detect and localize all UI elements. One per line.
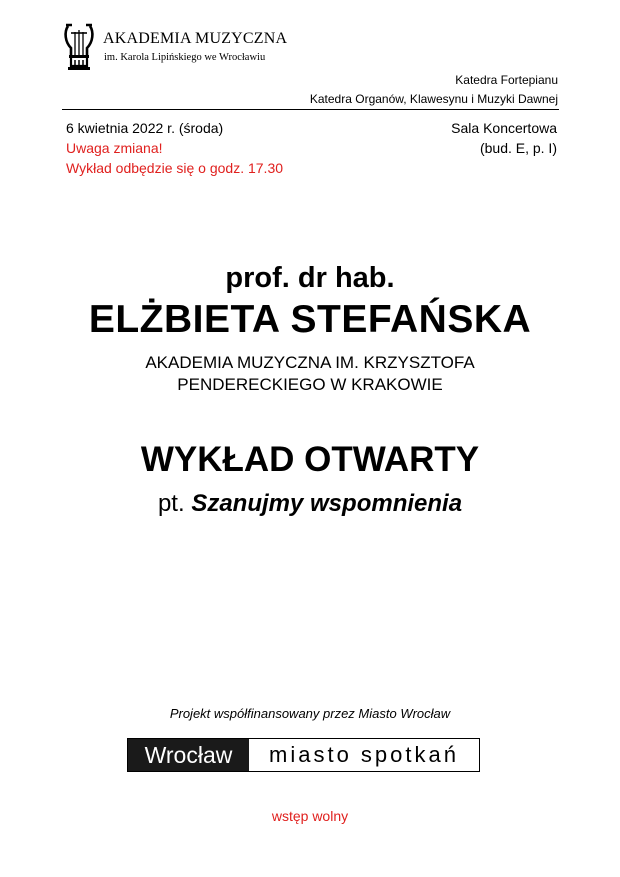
department-line-2: Katedra Organów, Klawesynu i Muzyki Dawnej: [309, 92, 558, 106]
institution-name: AKADEMIA MUZYCZNA: [103, 30, 288, 47]
venue-location: (bud. E, p. I): [479, 140, 557, 156]
venue-name: Sala Koncertowa: [451, 120, 557, 136]
event-date: 6 kwietnia 2022 r. (środa): [66, 120, 224, 136]
change-notice-time: Wykład odbędzie się o godz. 17.30: [66, 160, 284, 176]
lecturer-affiliation-line-2: PENDERECKIEGO W KRAKOWIE: [177, 375, 443, 394]
lecturer-name: ELŻBIETA STEFAŃSKA: [88, 298, 532, 341]
lecturer-title: prof. dr hab.: [225, 262, 395, 294]
lecture-topic-title: Szanujmy wspomnienia: [191, 490, 463, 517]
header-divider: [62, 109, 559, 110]
change-notice: Uwaga zmiana!: [66, 140, 163, 156]
admission-note: wstęp wolny: [271, 808, 349, 824]
lyre-icon: [62, 22, 96, 72]
cofinance-note: Projekt współfinansowany przez Miasto Wrocław: [169, 706, 451, 721]
city-logo-badge: [127, 738, 480, 772]
department-line-1: Katedra Fortepianu: [455, 73, 558, 87]
lecture-type: WYKŁAD OTWARTY: [140, 440, 480, 479]
city-slogan: miasto spotkań: [269, 742, 459, 767]
lecturer-affiliation-line-1: AKADEMIA MUZYCZNA IM. KRZYSZTOFA: [145, 353, 475, 372]
lecture-topic: [0, 490, 620, 518]
institution-subtitle: im. Karola Lipińskiego we Wrocławiu: [104, 52, 266, 63]
lecture-topic-prefix: pt.: [157, 490, 185, 517]
city-name: Wrocław: [128, 739, 249, 771]
